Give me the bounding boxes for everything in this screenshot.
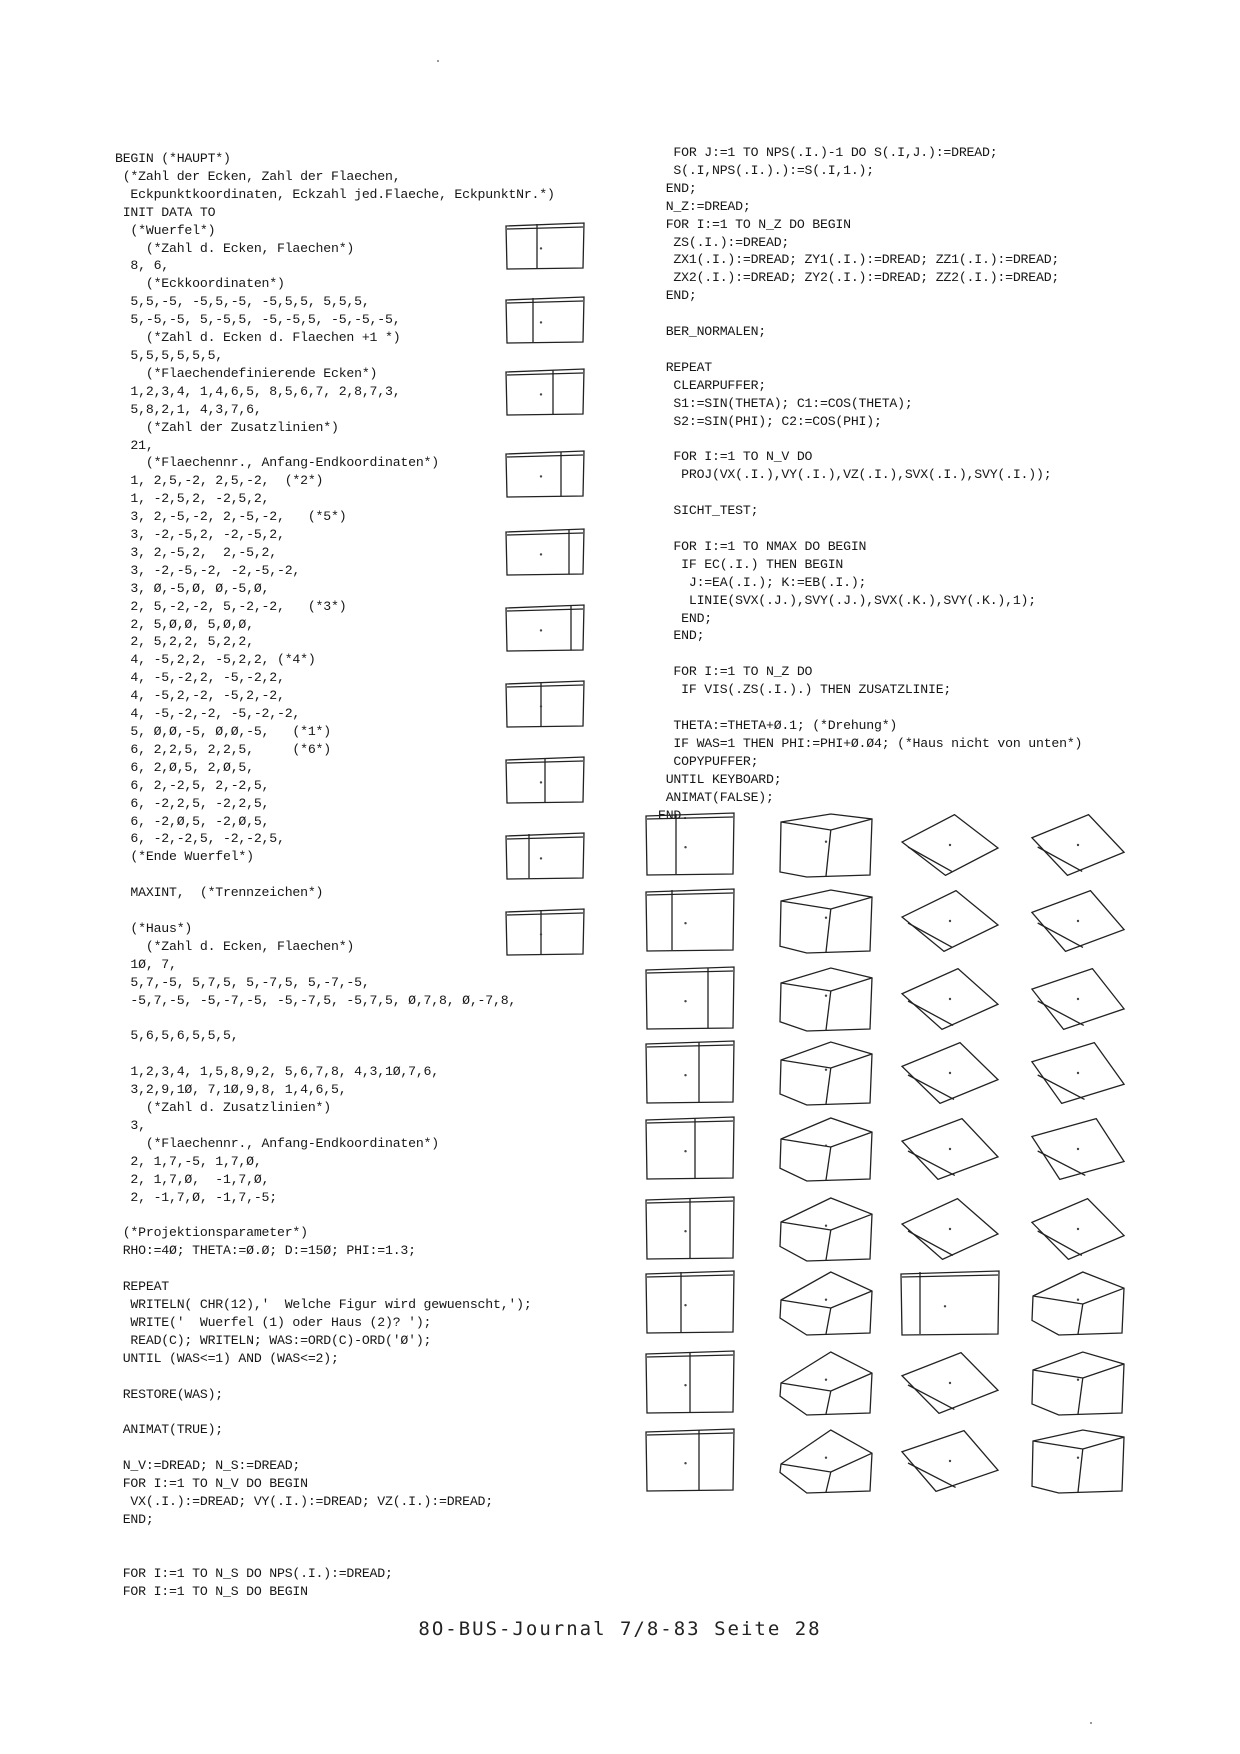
code-line: END; [658,180,697,196]
wireframe-frame [900,966,1000,1032]
wireframe-frame [778,888,874,954]
code-line: 5,7,-5, 5,7,5, 5,-7,5, 5,-7,-5, [115,974,370,990]
wireframe-frame [1030,1350,1126,1416]
code-line: N_V:=DREAD; N_S:=DREAD; [115,1458,301,1474]
code-line: 6, -2,Ø,5, -2,Ø,5, [115,813,270,829]
wireframe-frame [778,812,874,878]
code-line: 3, Ø,-5,Ø, Ø,-5,Ø, [115,580,270,596]
wireframe-frame [505,908,585,956]
wireframe-frame [778,1196,874,1262]
code-line: PROJ(VX(.I.),VY(.I.),VZ(.I.),SVX(.I.),SVY(.I.)); [658,467,1052,483]
code-line: 4, -5,2,-2, -5,2,-2, [115,688,285,704]
code-line: WRITE(' Wuerfel (1) oder Haus (2)? '); [115,1314,432,1330]
code-line: S2:=SIN(PHI); C2:=COS(PHI); [658,413,882,429]
code-line: REPEAT [115,1279,169,1295]
code-line: 2, 1,7,-5, 1,7,Ø, [115,1153,262,1169]
code-line: 6, 2,-2,5, 2,-2,5, [115,777,270,793]
wireframe-frame [1030,1196,1126,1262]
code-line: ZX2(.I.):=DREAD; ZY2(.I.):=DREAD; ZZ2(.I.):=DREAD; [658,270,1060,286]
wireframe-frame [1030,966,1126,1032]
code-line: IF VIS(.ZS(.I.).) THEN ZUSATZLINIE; [658,682,952,698]
wireframe-frame [645,1040,735,1104]
code-line: 3,2,9,1Ø, 7,1Ø,9,8, 1,4,6,5, [115,1082,347,1098]
code-line: 6, 2,Ø,5, 2,Ø,5, [115,759,254,775]
wireframe-frame [900,1116,1000,1182]
code-line: THETA:=THETA+Ø.1; (*Drehung*) [658,718,898,733]
code-line: 2, 5,Ø,Ø, 5,Ø,Ø, [115,616,254,632]
code-line: 6, -2,2,5, -2,2,5, [115,795,270,811]
code-line: FOR I:=1 TO N_Z DO [658,664,813,680]
wireframe-frame [1030,888,1126,954]
code-line: FOR I:=1 TO N_Z DO BEGIN [658,216,851,232]
wireframe-frame [900,888,1000,954]
code-line: ZX1(.I.):=DREAD; ZY1(.I.):=DREAD; ZZ1(.I.):=DREAD; [658,252,1060,268]
code-line: 1Ø, 7, [115,956,177,972]
wireframe-frame [1030,1040,1126,1106]
code-line: (*Zahl d. Zusatzlinien*) [115,1100,331,1116]
code-line: 2, 5,2,2, 5,2,2, [115,634,254,650]
code-line: FOR I:=1 TO N_V DO [658,449,813,465]
code-line: LINIE(SVX(.J.),SVY(.J.),SVX(.K.),SVY(.K.),1); [658,592,1036,608]
code-line: RESTORE(WAS); [115,1386,223,1402]
code-line: COPYPUFFER; [658,753,759,769]
wireframe-frame [900,1270,1000,1336]
code-line: END; [658,628,705,644]
code-line: END; [115,1511,154,1527]
code-line: BEGIN (*HAUPT*) [115,151,231,166]
code-line: ANIMAT(FALSE); [658,789,774,805]
code-line: FOR I:=1 TO N_S DO BEGIN [115,1583,308,1599]
code-line: END; [658,610,712,626]
code-line: INIT DATA TO [115,204,216,220]
wireframe-frame [505,756,585,804]
wireframe-frame [645,1196,735,1260]
wireframe-frame [900,1196,1000,1262]
code-line: 8, 6, [115,258,169,274]
code-line: ANIMAT(TRUE); [115,1422,223,1438]
wireframe-frame [505,368,585,416]
wireframe-frame [505,450,585,498]
code-line: S(.I,NPS(.I.).):=S(.I,1.); [658,162,874,178]
code-line: UNTIL (WAS<=1) AND (WAS<=2); [115,1350,339,1366]
wireframe-frame [778,1116,874,1182]
code-line: MAXINT, (*Trennzeichen*) [115,885,324,901]
code-line: 21, [115,437,154,453]
code-line: 3, -2,-5,2, -2,-5,2, [115,527,285,543]
code-line: END. [658,807,689,823]
code-line: 5,-5,-5, 5,-5,5, -5,-5,5, -5,-5,-5, [115,312,401,328]
wireframe-frame [778,1350,874,1416]
wireframe-frame [645,1116,735,1180]
wireframe-frame [645,1428,735,1492]
wireframe-frame [505,296,585,344]
code-line: 1,2,3,4, 1,4,6,5, 8,5,6,7, 2,8,7,3, [115,383,401,399]
code-line: IF EC(.I.) THEN BEGIN [658,556,844,572]
pascal-listing-left [115,150,555,1600]
wireframe-frame [505,528,585,576]
code-line: END; [658,288,697,304]
code-line: 3, [115,1117,146,1133]
code-line: FOR I:=1 TO NMAX DO BEGIN [658,538,867,554]
page-footer: 8O-BUS-Journal 7/8-83 Seite 28 [418,1618,822,1640]
code-line: FOR I:=1 TO N_V DO BEGIN [115,1476,308,1492]
code-line: 1,2,3,4, 1,5,8,9,2, 5,6,7,8, 4,3,1Ø,7,6, [115,1064,439,1080]
wireframe-frame [1030,1270,1126,1336]
pascal-listing-right [658,144,1082,824]
wireframe-frame [645,1350,735,1414]
wireframe-frame [645,888,735,952]
wireframe-frame [900,812,1000,878]
code-line: 6, 2,2,5, 2,2,5, (*6*) [115,741,331,757]
code-line: (*Flaechennr., Anfang-Endkoordinaten*) [115,1135,439,1151]
code-line: 2, 5,-2,-2, 5,-2,-2, (*3*) [115,598,347,614]
code-line: SICHT_TEST; [658,503,759,519]
code-line: 2, 1,7,Ø, -1,7,Ø, [115,1171,270,1187]
wireframe-frame [645,1270,735,1334]
wireframe-frame [900,1428,1000,1494]
wireframe-frame [900,1040,1000,1106]
code-line: RHO:=4Ø; THETA:=Ø.Ø; D:=15Ø; PHI:=1.3; [115,1243,416,1259]
wireframe-frame [1030,812,1126,878]
wireframe-frame [778,1270,874,1336]
code-line: READ(C); WRITELN; WAS:=ORD(C)-ORD('Ø'); [115,1332,432,1348]
code-line: (*Zahl d. Ecken, Flaechen*) [115,240,355,256]
code-line: FOR I:=1 TO N_S DO NPS(.I.):=DREAD; [115,1565,393,1581]
code-line: (*Flaechendefinierende Ecken*) [115,365,378,381]
code-line: 3, -2,-5,-2, -2,-5,-2, [115,562,301,578]
wireframe-frame [645,812,735,876]
code-line: (*Flaechennr., Anfang-Endkoordinaten*) [115,455,439,471]
code-line: 1, 2,5,-2, 2,5,-2, (*2*) [115,473,324,489]
code-line: VX(.I.):=DREAD; VY(.I.):=DREAD; VZ(.I.):=DREAD; [115,1493,493,1509]
code-line: IF WAS=1 THEN PHI:=PHI+Ø.Ø4; (*Haus nicht von unten*) [658,735,1083,751]
code-line: (*Zahl d. Ecken, Flaechen*) [115,938,355,954]
code-line: 4, -5,2,2, -5,2,2, (*4*) [115,652,316,668]
code-line: N_Z:=DREAD; [658,198,751,214]
scan-speck [437,60,439,62]
wireframe-frame [1030,1116,1126,1182]
code-line: 5,6,5,6,5,5,5, [115,1028,239,1044]
code-line: FOR J:=1 TO NPS(.I.)-1 DO S(.I,J.):=DREAD; [658,145,998,160]
wireframe-frame [1030,1428,1126,1494]
wireframe-frame [505,222,585,270]
code-line: J:=EA(.I.); K:=EB(.I.); [658,574,867,590]
code-line: REPEAT [658,359,712,375]
wireframe-frame [505,680,585,728]
code-line: BER_NORMALEN; [658,324,766,340]
code-line: UNTIL KEYBOARD; [658,771,782,787]
code-line: CLEARPUFFER; [658,377,766,393]
code-line: 6, -2,-2,5, -2,-2,5, [115,831,285,847]
code-line: -5,7,-5, -5,-7,-5, -5,-7,5, -5,7,5, Ø,7,8, Ø,-7,8, [115,992,517,1008]
code-line: (*Wuerfel*) [115,222,216,238]
code-line: 3, 2,-5,2, 2,-5,2, [115,544,277,560]
code-line: 4, -5,-2,-2, -5,-2,-2, [115,706,301,722]
wireframe-frame [778,1040,874,1106]
code-line: 1, -2,5,2, -2,5,2, [115,491,270,507]
code-line: 5,8,2,1, 4,3,7,6, [115,401,262,417]
code-line: WRITELN( CHR(12),' Welche Figur wird gewuenscht,'); [115,1297,532,1312]
code-line: ZS(.I.):=DREAD; [658,234,790,250]
code-line: 4, -5,-2,2, -5,-2,2, [115,670,285,686]
code-line: (*Haus*) [115,920,193,936]
wireframe-frame [505,604,585,652]
wireframe-frame [778,966,874,1032]
code-line: (*Zahl der Ecken, Zahl der Flaechen, [115,168,401,184]
code-line: (*Zahl d. Ecken d. Flaechen +1 *) [115,330,401,346]
code-line: Eckpunktkoordinaten, Eckzahl jed.Flaeche, EckpunktNr.*) [115,186,555,202]
code-line: 5,5,-5, -5,5,-5, -5,5,5, 5,5,5, [115,294,370,310]
wireframe-frame [645,966,735,1030]
wireframe-frame [505,832,585,880]
code-line: (*Projektionsparameter*) [115,1225,308,1241]
scan-speck [1090,1722,1092,1724]
code-line: (*Ende Wuerfel*) [115,849,254,865]
wireframe-frame [778,1428,874,1494]
code-line: 5, Ø,Ø,-5, Ø,Ø,-5, (*1*) [115,724,331,739]
code-line: S1:=SIN(THETA); C1:=COS(THETA); [658,395,913,411]
code-line: 5,5,5,5,5,5, [115,347,223,363]
code-line: (*Eckkoordinaten*) [115,276,285,292]
code-line: (*Zahl der Zusatzlinien*) [115,419,339,435]
code-line: 2, -1,7,Ø, -1,7,-5; [115,1189,277,1205]
wireframe-frame [900,1350,1000,1416]
code-line: 3, 2,-5,-2, 2,-5,-2, (*5*) [115,509,347,525]
